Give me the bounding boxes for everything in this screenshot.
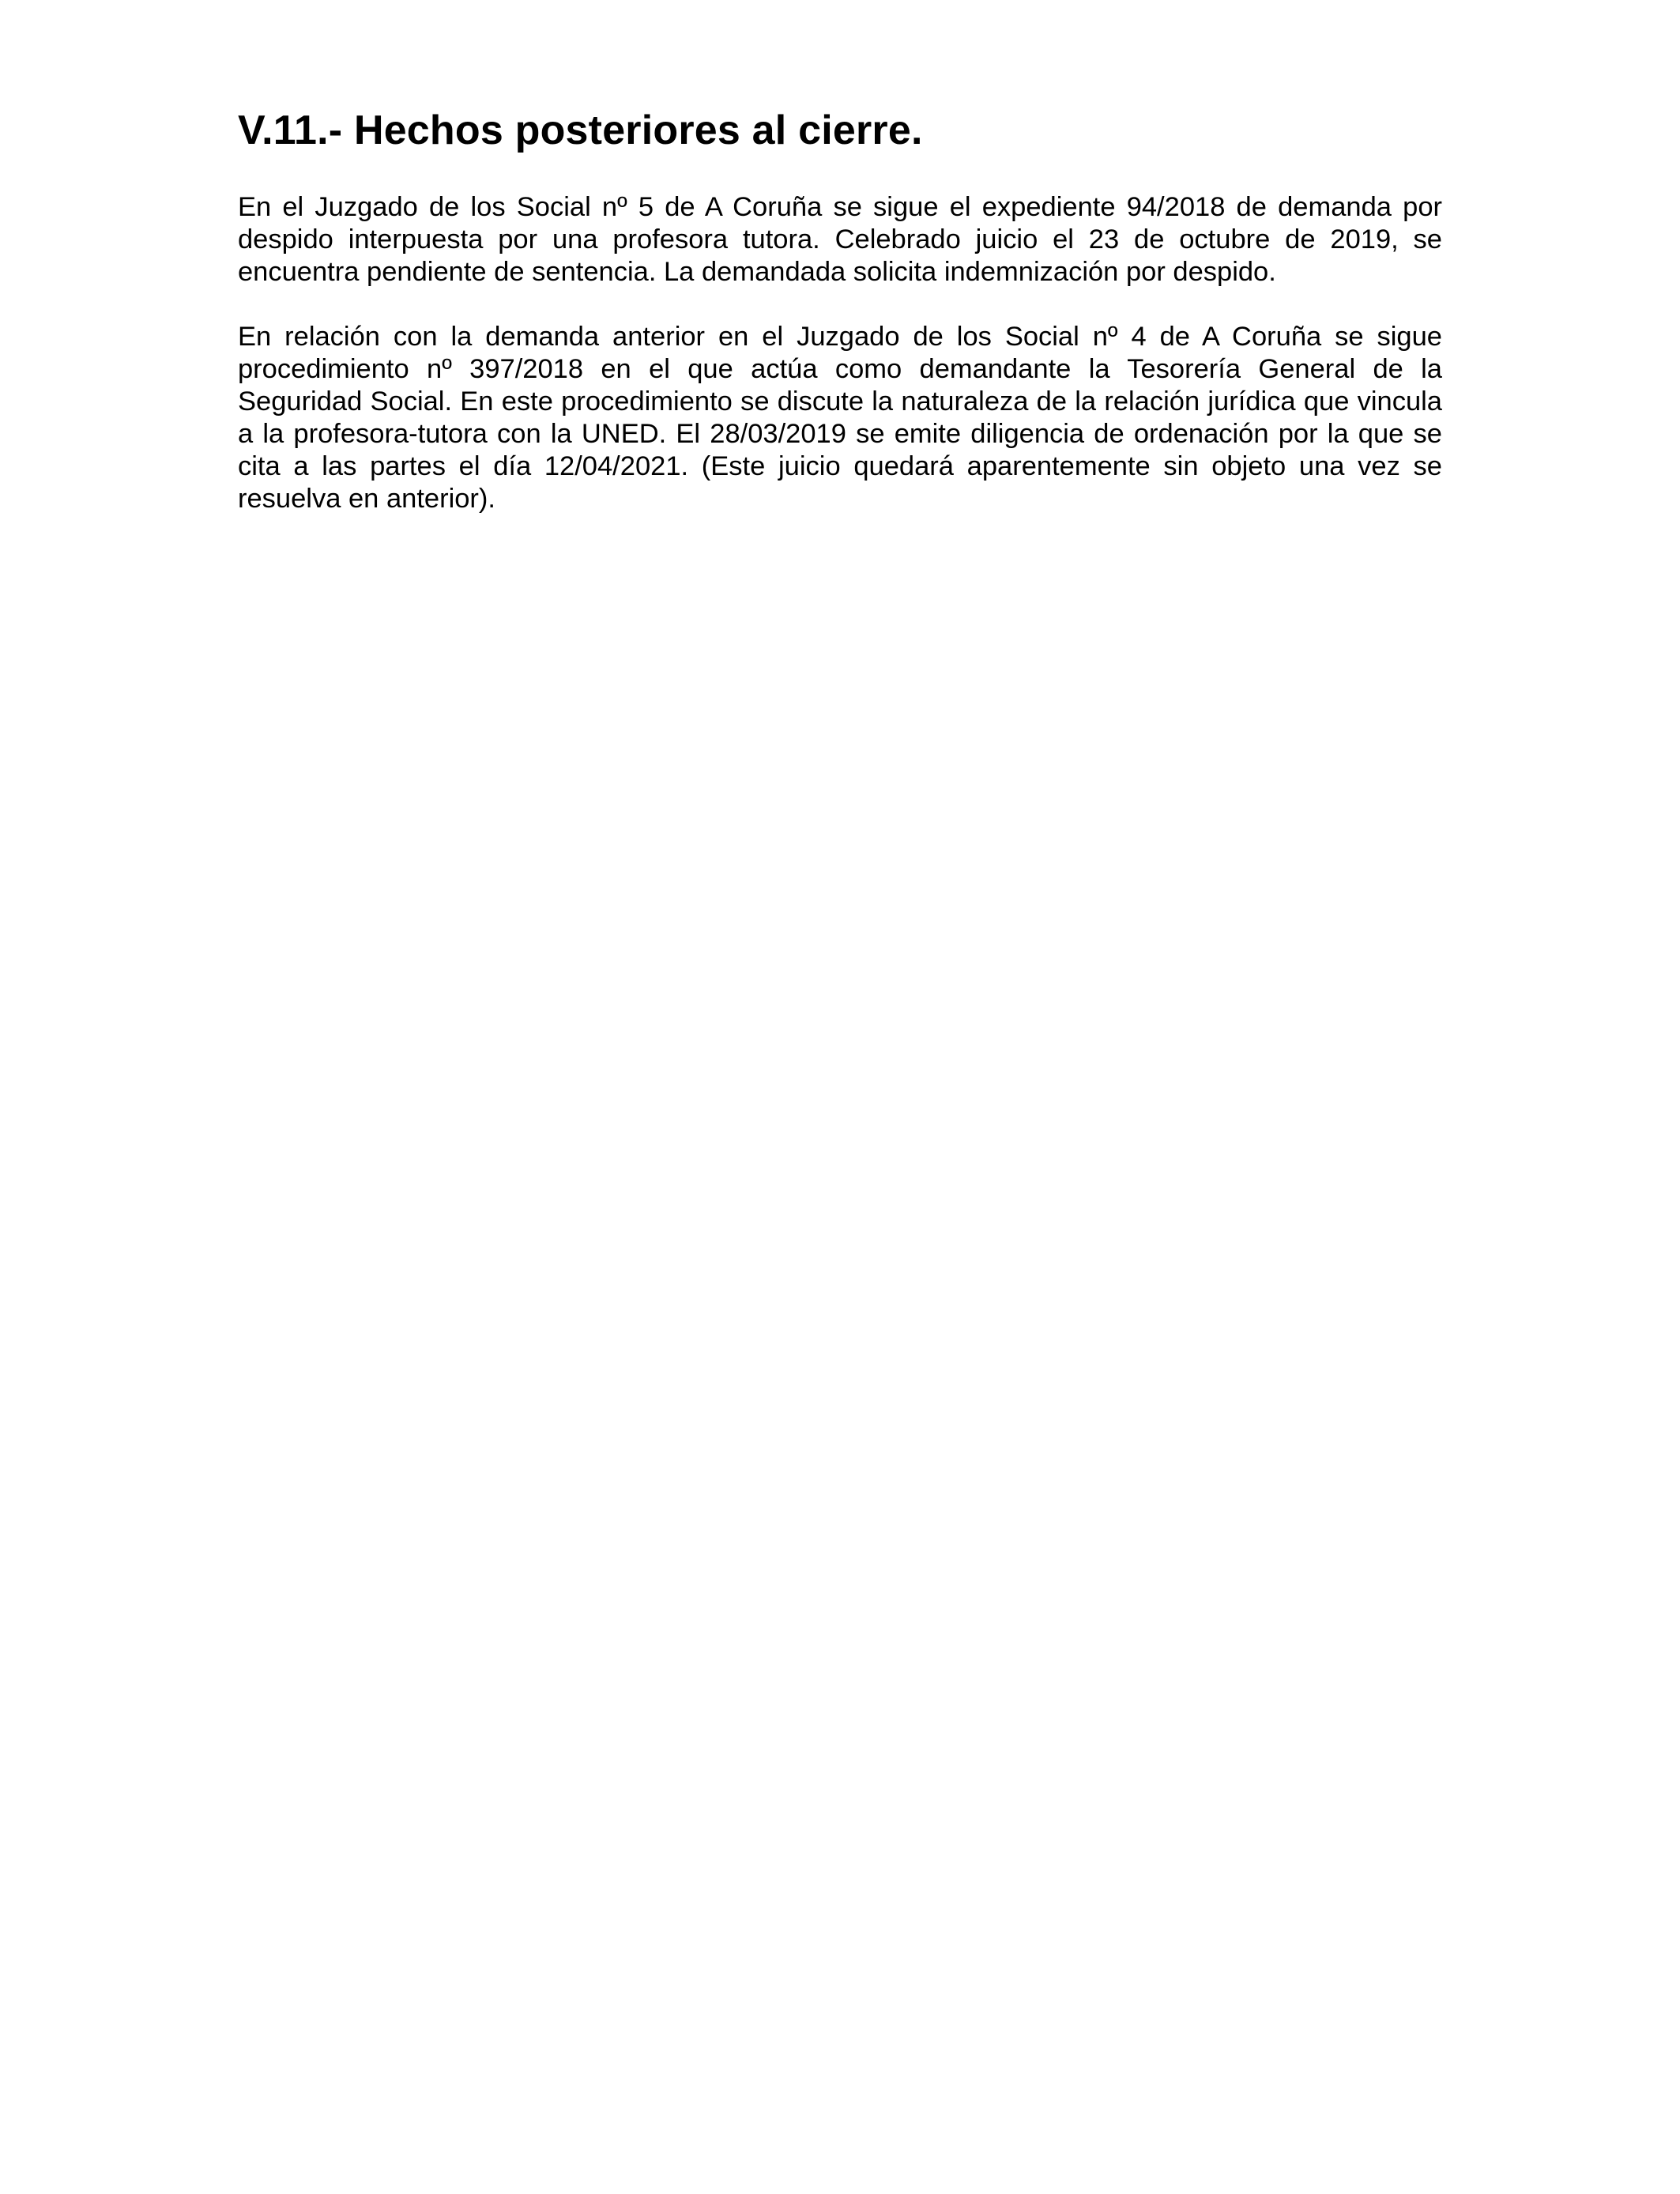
paragraph-juzgado-social-4: En relación con la demanda anterior en el Juzgado de los Social nº 4 de A Coruña se sigue procedimiento nº 397/2018 en el que actúa como demandante la Tesorería General de la Seguridad Social. En este procedimiento se discute la naturaleza de la relación jurídica que vincula a la profesora-tutora con la UNED. El 28/03/2019 se emite diligencia de ordenación por la que se cita a las partes el día 12/04/2021. (Este juicio quedará aparentemente sin objeto una vez se resuelva en anterior).: [238, 322, 1442, 514]
section-heading: V.11.- Hechos posteriores al cierre.: [238, 107, 923, 153]
document-body: [238, 103, 1442, 548]
paragraph-juzgado-social-5: En el Juzgado de los Social nº 5 de A Coruña se sigue el expediente 94/2018 de demanda por despido interpuesta por una profesora tutora. Celebrado juicio el 23 de octubre de 2019, se encuentra pendiente de sentencia. La demandada solicita indemnización por despido.: [238, 192, 1442, 287]
